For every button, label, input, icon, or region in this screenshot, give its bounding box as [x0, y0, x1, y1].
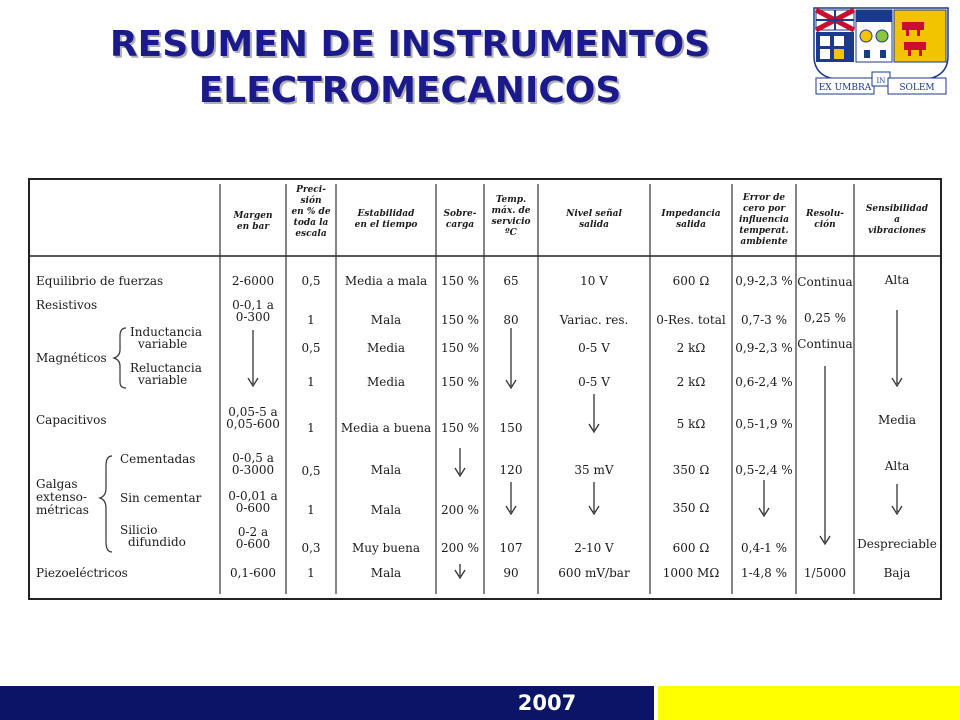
cell-margen-6: 0-0,5 a	[232, 451, 274, 465]
header-margen-1: Margen	[233, 211, 273, 221]
cell-error-3: 0,9-2,3 %	[735, 341, 793, 355]
cell-error-5: 0,5-1,9 %	[735, 417, 793, 431]
cell-resolucion-2: 0,25 %	[804, 311, 846, 325]
cell-estabilidad-6: Mala	[370, 463, 402, 477]
header-sobrecarga-1: Sobre-	[443, 209, 477, 219]
header-senal-1: Nivel señal	[566, 209, 622, 219]
cell-temp-3: 150	[499, 421, 523, 435]
cell-margen-10: 0-2 a	[237, 525, 269, 539]
instrument-summary-table	[28, 178, 942, 600]
header-temp-4: ºC	[505, 228, 517, 238]
motto-right: SOLEM	[899, 83, 935, 93]
cell-senal-4: 0-5 V	[578, 375, 610, 389]
cell-sensibilidad-5: Baja	[883, 566, 911, 580]
label-inductancia-1: Inductancia	[130, 325, 203, 339]
header-precision-5: escala	[295, 229, 327, 239]
cell-impedancia-3: 2 kΩ	[676, 341, 706, 355]
header-error-3: influencia	[738, 215, 790, 225]
header-sensibilidad-3: vibraciones	[868, 226, 926, 236]
cell-precision-1: 0,5	[301, 274, 321, 288]
label-inductancia-2: variable	[138, 337, 188, 351]
cell-margen-8: 0-0,01 a	[228, 489, 278, 503]
label-resistivos: Resistivos	[36, 298, 98, 312]
cell-impedancia-6: 350 Ω	[672, 463, 710, 477]
cell-senal-7: 600 mV/bar	[558, 566, 630, 580]
header-estabilidad-2: en el tiempo	[354, 220, 418, 230]
cell-sobrecarga-2: 150 %	[440, 313, 480, 327]
header-precision-2: sión	[300, 196, 322, 206]
header-impedancia-2: salida	[676, 220, 706, 230]
header-estabilidad-1: Estabilidad	[357, 209, 415, 219]
cell-precision-9: 1	[307, 566, 315, 580]
cell-sobrecarga-5: 150 %	[440, 421, 480, 435]
label-reluctancia-2: variable	[138, 373, 188, 387]
cell-precision-5: 1	[307, 421, 315, 435]
cell-impedancia-1: 600 Ω	[672, 274, 710, 288]
motto-mid: IN	[876, 77, 886, 85]
cell-senal-5: 35 mV	[574, 463, 614, 477]
header-temp-3: servicio	[491, 217, 531, 227]
cell-estabilidad-7: Mala	[370, 503, 402, 517]
cell-sobrecarga-3: 150 %	[440, 341, 480, 355]
cell-precision-2: 1	[307, 313, 315, 327]
header-resolucion-2: ción	[814, 220, 836, 230]
cell-sensibilidad-4: Despreciable	[857, 537, 937, 551]
label-sincementar: Sin cementar	[120, 491, 202, 505]
label-magneticos: Magnéticos	[36, 351, 107, 365]
cell-impedancia-7: 350 Ω	[672, 501, 710, 515]
header-sensibilidad-2: a	[894, 215, 900, 225]
cell-margen-4: 0,05-5 a	[228, 405, 278, 419]
cell-precision-6: 0,5	[301, 464, 321, 478]
header-temp-2: máx. de	[491, 206, 531, 216]
footer-yellow-bar	[658, 686, 960, 720]
cell-margen-5: 0,05-600	[226, 417, 280, 431]
cell-sensibilidad-2: Media	[877, 413, 917, 427]
cell-senal-6: 2-10 V	[574, 541, 614, 555]
label-piezo: Piezoeléctricos	[36, 566, 128, 580]
header-error-4: temperat.	[739, 226, 789, 236]
cell-impedancia-8: 600 Ω	[672, 541, 710, 555]
cell-sobrecarga-6: 200 %	[440, 503, 480, 517]
cell-estabilidad-2: Mala	[370, 313, 402, 327]
cell-precision-7: 1	[307, 503, 315, 517]
header-sobrecarga-2: carga	[445, 220, 475, 230]
cell-temp-5: 107	[499, 541, 523, 555]
cell-error-1: 0,9-2,3 %	[735, 274, 793, 288]
cell-precision-8: 0,3	[301, 541, 321, 555]
cell-precision-3: 0,5	[301, 341, 321, 355]
cell-resolucion-4: 1/5000	[803, 566, 847, 580]
label-galgas-3: métricas	[36, 503, 89, 517]
cell-precision-4: 1	[307, 375, 315, 389]
cell-estabilidad-8: Muy buena	[351, 541, 421, 555]
header-precision-1: Preci-	[296, 185, 326, 195]
label-galgas-1: Galgas	[36, 477, 78, 491]
label-reluctancia-1: Reluctancia	[130, 361, 202, 375]
cell-temp-6: 90	[503, 566, 519, 580]
header-margen-2: en bar	[236, 222, 270, 232]
cell-impedancia-2: 0-Res. total	[656, 313, 726, 327]
header-temp-1: Temp.	[495, 195, 527, 205]
label-capacitivos: Capacitivos	[36, 413, 107, 427]
header-sensibilidad-1: Sensibilidad	[865, 204, 929, 214]
cell-estabilidad-9: Mala	[370, 566, 402, 580]
label-silicio-2: difundido	[128, 535, 186, 549]
cell-senal-3: 0-5 V	[578, 341, 610, 355]
header-error-5: ambiente	[740, 237, 788, 247]
cell-estabilidad-4: Media	[366, 375, 406, 389]
cell-error-2: 0,7-3 %	[741, 313, 787, 327]
cell-resolucion-1: Continua	[797, 275, 853, 289]
cell-resolucion-3: Continua	[797, 337, 853, 351]
university-crest-logo	[806, 6, 956, 100]
label-cementadas: Cementadas	[120, 452, 196, 466]
cell-margen-2: 0-0,1 a	[232, 298, 274, 312]
cell-senal-1: 10 V	[580, 274, 608, 288]
cell-margen-12: 0,1-600	[229, 566, 277, 580]
label-silicio-1: Silicio	[120, 523, 158, 537]
cell-estabilidad-3: Media	[366, 341, 406, 355]
cell-senal-2: Variac. res.	[559, 313, 629, 327]
cell-error-4: 0,6-2,4 %	[735, 375, 793, 389]
cell-temp-2: 80	[503, 313, 519, 327]
footer-year: 2007	[517, 691, 577, 715]
label-galgas-2: extenso-	[36, 490, 87, 504]
motto-left: EX UMBRA	[818, 83, 872, 93]
cell-margen-1: 2-6000	[231, 274, 275, 288]
title-line-1: RESUMEN DE INSTRUMENTOS	[109, 24, 711, 65]
cell-error-7: 0,4-1 %	[741, 541, 787, 555]
header-error-1: Error de	[742, 193, 786, 203]
header-resolucion-1: Resolu-	[806, 209, 844, 219]
cell-margen-3: 0-300	[235, 310, 271, 324]
cell-impedancia-9: 1000 MΩ	[662, 566, 720, 580]
cell-sensibilidad-1: Alta	[884, 273, 910, 287]
page-title	[30, 22, 790, 114]
cell-impedancia-4: 2 kΩ	[676, 375, 706, 389]
cell-sobrecarga-7: 200 %	[440, 541, 480, 555]
header-senal-2: salida	[579, 220, 609, 230]
cell-temp-4: 120	[499, 463, 523, 477]
cell-error-8: 1-4,8 %	[741, 566, 787, 580]
cell-estabilidad-1: Media a mala	[344, 274, 428, 288]
cell-estabilidad-5: Media a buena	[340, 421, 432, 435]
header-precision-3: en % de	[291, 207, 331, 217]
title-line-2: ELECTROMECANICOS	[198, 70, 622, 111]
cell-impedancia-5: 5 kΩ	[676, 417, 706, 431]
cell-temp-1: 65	[503, 274, 519, 288]
cell-margen-7: 0-3000	[231, 463, 275, 477]
header-error-2: cero por	[742, 204, 786, 214]
header-impedancia-1: Impedancia	[661, 209, 721, 219]
label-equilibrio: Equilibrio de fuerzas	[36, 274, 164, 288]
cell-sensibilidad-3: Alta	[884, 459, 910, 473]
cell-margen-11: 0-600	[235, 537, 271, 551]
cell-sobrecarga-4: 150 %	[440, 375, 480, 389]
cell-sobrecarga-1: 150 %	[440, 274, 480, 288]
cell-margen-9: 0-600	[235, 501, 271, 515]
header-precision-4: toda la	[293, 218, 329, 228]
cell-error-6: 0,5-2,4 %	[735, 463, 793, 477]
